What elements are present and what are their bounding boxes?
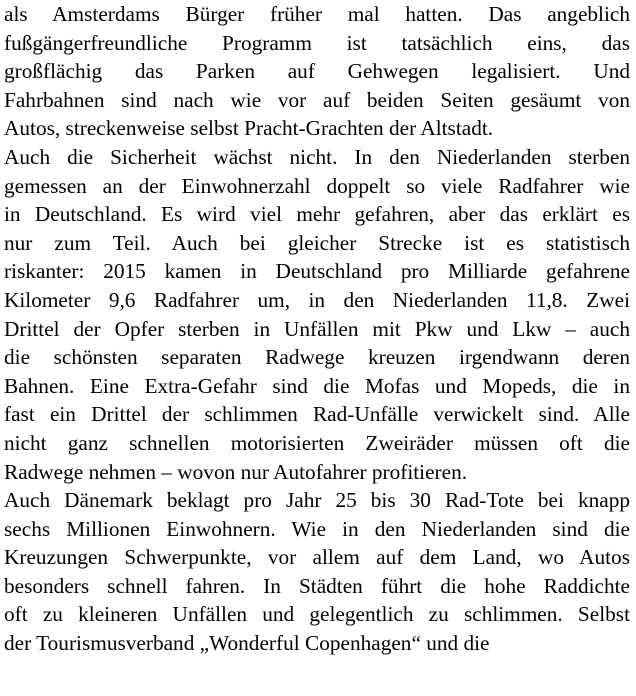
text-line: Radwege nehmen – wovon nur Autofahrer profitieren. [4, 459, 468, 484]
text-line: Auch Dänemark beklagt pro Jahr 25 bis 30 Rad-Tote bei knapp [4, 488, 630, 513]
text-line: oft zu kleineren Unfällen und gelegentlich zu schlimmen. Selbst [4, 602, 630, 627]
text-line: Fahrbahnen sind nach wie vor auf beiden Seiten gesäumt von [4, 87, 630, 112]
paragraph-2 [4, 143, 630, 486]
text-line: Auch die Sicherheit wächst nicht. In den Niederlanden sterben [4, 144, 630, 169]
text-line: Bahnen. Eine Extra-Gefahr sind die Mofas und Mopeds, die in [4, 373, 630, 398]
text-line: besonders schnell fahren. In Städten führt die hohe Raddichte [4, 573, 630, 598]
text-line: die schönsten separaten Radwege kreuzen irgendwann deren [4, 345, 630, 370]
text-line: riskanter: 2015 kamen in Deutschland pro Milliarde gefahrene [4, 259, 630, 284]
text-line: Kilometer 9,6 Radfahrer um, in den Niederlanden 11,8. Zwei [4, 287, 630, 312]
text-line: nur zum Teil. Auch bei gleicher Strecke ist es statistisch [4, 230, 630, 255]
text-line: als Amsterdams Bürger früher mal hatten. Das angeblich [4, 2, 630, 26]
article-body [4, 0, 630, 658]
text-line: Drittel der Opfer sterben in Unfällen mit Pkw und Lkw – auch [4, 316, 630, 341]
text-line: fußgängerfreundliche Programm ist tatsächlich eins, das [4, 30, 630, 55]
text-line: fast ein Drittel der schlimmen Rad-Unfälle verwickelt sind. Alle [4, 402, 630, 427]
text-line: großflächig das Parken auf Gehwegen legalisiert. Und [4, 59, 630, 84]
text-line: Autos, streckenweise selbst Pracht-Grachten der Altstadt. [4, 116, 494, 141]
paragraph-3 [4, 486, 630, 658]
paragraph-1 [4, 0, 630, 143]
text-line: Kreuzungen Schwerpunkte, vor allem auf dem Land, wo Autos [4, 545, 630, 570]
text-line: sechs Millionen Einwohnern. Wie in den Niederlanden sind die [4, 516, 630, 541]
text-line: gemessen an der Einwohnerzahl doppelt so viele Radfahrer wie [4, 173, 630, 198]
text-line: in Deutschland. Es wird viel mehr gefahren, aber das erklärt es [4, 202, 630, 227]
text-line: der Tourismusverband „Wonderful Copenhagen“ und die [4, 631, 490, 656]
text-line: nicht ganz schnellen motorisierten Zweiräder müssen oft die [4, 430, 630, 455]
